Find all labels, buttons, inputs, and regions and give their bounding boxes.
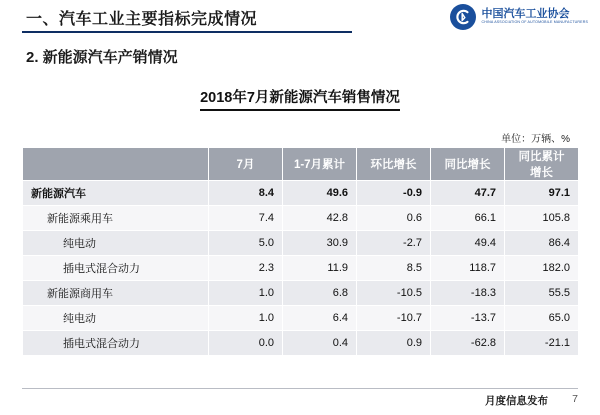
- header-divider: [22, 31, 352, 33]
- page-header: [0, 0, 600, 36]
- column-header-cumulative: 1-7月累计: [283, 148, 357, 181]
- row-value-yoy: 49.4: [431, 231, 505, 256]
- footer-divider: [22, 388, 578, 389]
- row-value-yoy-cumulative: 86.4: [505, 231, 579, 256]
- row-value-mom: -0.9: [357, 181, 431, 206]
- logo-name-cn: 中国汽车工业协会: [481, 8, 570, 21]
- column-header-mom-growth: 环比增长: [357, 148, 431, 181]
- page-title: 一、汽车工业主要指标完成情况: [26, 11, 258, 28]
- table-title-text: 2018年7月新能源汽车销售情况: [200, 86, 400, 111]
- row-value-yoy-cumulative: 105.8: [505, 206, 579, 231]
- section-heading: 2. 新能源汽车产销情况: [26, 49, 178, 66]
- table-title: [0, 86, 600, 111]
- new-energy-vehicle-sales-table: [22, 147, 579, 356]
- row-label: 新能源乘用车: [23, 206, 209, 231]
- table-row: [23, 281, 579, 306]
- row-label: 插电式混合动力: [23, 256, 209, 281]
- row-value-cumulative: 6.4: [283, 306, 357, 331]
- column-header-label: [23, 148, 209, 181]
- column-header-yoy-growth: 同比增长: [431, 148, 505, 181]
- table-row: [23, 181, 579, 206]
- row-value-yoy: 47.7: [431, 181, 505, 206]
- row-value-mom: 0.9: [357, 331, 431, 356]
- row-label: 新能源商用车: [23, 281, 209, 306]
- row-value-month: 7.4: [209, 206, 283, 231]
- row-value-mom: -10.7: [357, 306, 431, 331]
- table-body: [23, 181, 579, 356]
- row-value-month: 1.0: [209, 281, 283, 306]
- row-value-mom: -2.7: [357, 231, 431, 256]
- row-value-yoy-cumulative: 55.5: [505, 281, 579, 306]
- table-row: [23, 206, 579, 231]
- row-value-yoy: -62.8: [431, 331, 505, 356]
- column-header-month: 7月: [209, 148, 283, 181]
- caam-logo-icon: [450, 4, 476, 30]
- table-row: [23, 306, 579, 331]
- table-header-row: [23, 148, 579, 181]
- row-label: 纯电动: [23, 231, 209, 256]
- row-value-cumulative: 0.4: [283, 331, 357, 356]
- logo-text: [482, 9, 588, 24]
- row-value-month: 0.0: [209, 331, 283, 356]
- row-value-yoy-cumulative: -21.1: [505, 331, 579, 356]
- table-header: [23, 148, 579, 181]
- row-value-mom: 8.5: [357, 256, 431, 281]
- row-value-yoy: 66.1: [431, 206, 505, 231]
- row-value-month: 1.0: [209, 306, 283, 331]
- row-value-yoy: -18.3: [431, 281, 505, 306]
- row-value-month: 2.3: [209, 256, 283, 281]
- row-value-cumulative: 42.8: [283, 206, 357, 231]
- row-value-mom: -10.5: [357, 281, 431, 306]
- logo-name-en: CHINA ASSOCIATION OF AUTOMOBILE MANUFACTURERS: [481, 19, 588, 24]
- column-header-yoy-cumulative-growth: 同比累计增长: [505, 148, 579, 181]
- row-label: 插电式混合动力: [23, 331, 209, 356]
- row-value-month: 5.0: [209, 231, 283, 256]
- table-row: [23, 256, 579, 281]
- row-value-yoy-cumulative: 182.0: [505, 256, 579, 281]
- row-value-mom: 0.6: [357, 206, 431, 231]
- row-value-yoy-cumulative: 97.1: [505, 181, 579, 206]
- row-value-yoy: -13.7: [431, 306, 505, 331]
- table-row: [23, 231, 579, 256]
- row-value-cumulative: 30.9: [283, 231, 357, 256]
- unit-note: 单位：万辆、%: [501, 134, 570, 145]
- row-value-cumulative: 49.6: [283, 181, 357, 206]
- row-value-month: 8.4: [209, 181, 283, 206]
- footer-label: 月度信息发布: [485, 395, 548, 407]
- row-value-cumulative: 11.9: [283, 256, 357, 281]
- row-value-yoy-cumulative: 65.0: [505, 306, 579, 331]
- row-value-cumulative: 6.8: [283, 281, 357, 306]
- row-label: 新能源汽车: [23, 181, 209, 206]
- organization-logo: [450, 4, 588, 30]
- row-label: 纯电动: [23, 306, 209, 331]
- page-number: 7: [572, 393, 578, 405]
- row-value-yoy: 118.7: [431, 256, 505, 281]
- table-row: [23, 331, 579, 356]
